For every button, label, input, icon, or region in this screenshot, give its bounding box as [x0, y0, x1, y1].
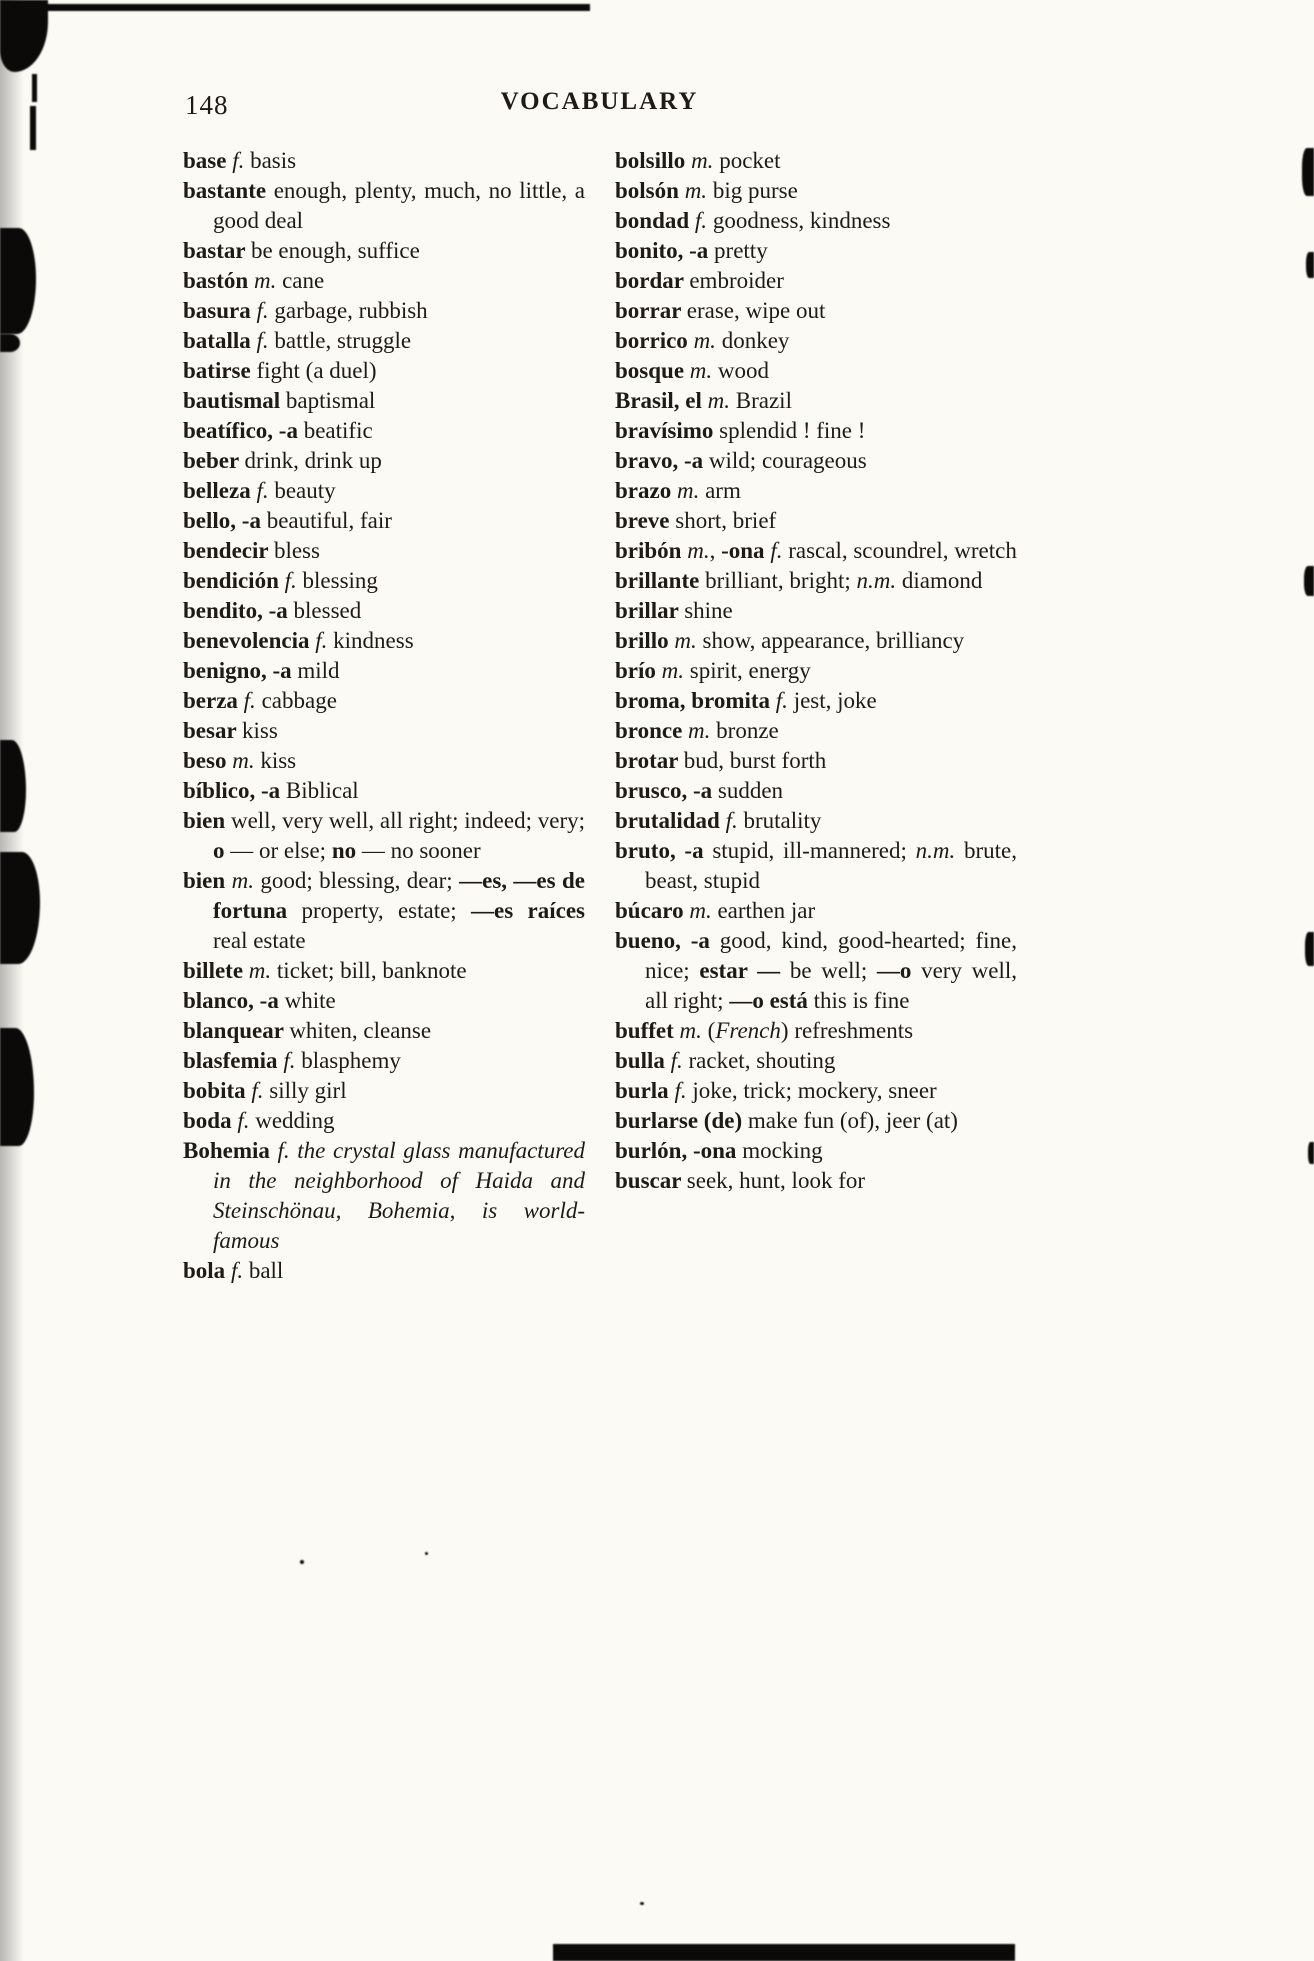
- dictionary-entry: brillante brilliant, bright; n.m. diamond: [615, 568, 983, 593]
- dictionary-entry: bendecir bless: [183, 538, 320, 563]
- right-column: [615, 146, 1017, 1286]
- dictionary-entry: Brasil, el m. Brazil: [615, 388, 792, 413]
- dictionary-entry: boda f. wedding: [183, 1108, 335, 1133]
- dictionary-entry: bolsón m. big purse: [615, 178, 798, 203]
- dictionary-entry: bolsillo m. pocket: [615, 148, 781, 173]
- dictionary-entry: búcaro m. earthen jar: [615, 898, 816, 923]
- dictionary-entry: billete m. ticket; bill, banknote: [183, 958, 467, 983]
- dictionary-entry: berza f. cabbage: [183, 688, 337, 713]
- scan-artifact-speck-3: [640, 1902, 644, 1905]
- dictionary-entry: blasfemia f. blasphemy: [183, 1048, 401, 1073]
- page-number: 148: [185, 90, 229, 120]
- scan-artifact-right-tick-2: [1306, 252, 1314, 278]
- dictionary-entry: bulla f. racket, shouting: [615, 1048, 836, 1073]
- dictionary-entry: bien m. good; blessing, dear; —es, —es de fortuna property, estate; —es raíces real estate: [183, 868, 585, 953]
- dictionary-entry: bastar be enough, suffice: [183, 238, 420, 263]
- dictionary-entry: brillo m. show, appearance, brilliancy: [615, 628, 965, 653]
- scan-artifact-left-blob-1b: [0, 334, 20, 352]
- scan-artifact-corner-blob: [0, 0, 48, 72]
- dictionary-entry: bien well, very well, all right; indeed; very; o — or else; no — no sooner: [183, 808, 585, 863]
- dictionary-entry: bribón m., -ona f. rascal, scoundrel, wretch: [615, 538, 1017, 563]
- scan-artifact-left-blob-2: [0, 740, 26, 832]
- dictionary-entry: bastante enough, plenty, much, no little, a good deal: [183, 178, 586, 233]
- dictionary-entry: basura f. garbage, rubbish: [183, 298, 428, 323]
- scan-artifact-speck-1: [300, 1560, 304, 1564]
- dictionary-entry: Bohemia f. the crystal glass manufactured in the neighborhood of Haida and Steinschönau, Bohemia, is world-famous: [183, 1138, 585, 1253]
- scan-artifact-speck-2: [425, 1552, 428, 1555]
- dictionary-entry: bastón m. cane: [183, 268, 325, 293]
- scan-artifact-top-rule: [28, 4, 590, 11]
- scan-artifact-bottom-bar: [553, 1944, 1015, 1961]
- scan-artifact-left-blob-3: [0, 852, 40, 964]
- dictionary-entry: belleza f. beauty: [183, 478, 336, 503]
- dictionary-entry: beatífico, -a beatific: [183, 418, 373, 443]
- scan-artifact-right-tick-1: [1302, 148, 1314, 196]
- dictionary-entry: batirse fight (a duel): [183, 358, 377, 383]
- scan-artifact-right-tick-4: [1305, 932, 1314, 966]
- dictionary-entry: bendición f. blessing: [183, 568, 378, 593]
- page-header: [183, 88, 1016, 128]
- scan-artifact-left-tick-1: [32, 74, 37, 102]
- dictionary-entry: bondad f. goodness, kindness: [615, 208, 891, 233]
- scan-artifact-left-tick-2: [30, 106, 36, 150]
- dictionary-entry: burlarse (de) make fun (of), jeer (at): [615, 1108, 958, 1133]
- dictionary-entry: brutalidad f. brutality: [615, 808, 822, 833]
- dictionary-entry: brazo m. arm: [615, 478, 741, 503]
- dictionary-entry: beber drink, drink up: [183, 448, 382, 473]
- dictionary-entry: bautismal baptismal: [183, 388, 376, 413]
- dictionary-entry: bíblico, -a Biblical: [183, 778, 359, 803]
- scan-artifact-left-blob-1: [0, 228, 36, 334]
- dictionary-entry: benigno, -a mild: [183, 658, 340, 683]
- dictionary-entry: bruto, -a stupid, ill-mannered; n.m. brute, beast, stupid: [615, 838, 1017, 893]
- left-column: [183, 146, 585, 1286]
- dictionary-entry: bravo, -a wild; courageous: [615, 448, 867, 473]
- dictionary-entry: bello, -a beautiful, fair: [183, 508, 392, 533]
- dictionary-entry: base f. basis: [183, 148, 297, 173]
- scan-artifact-right-tick-5: [1308, 1142, 1314, 1164]
- dictionary-entry: brío m. spirit, energy: [615, 658, 811, 683]
- dictionary-entry: blanquear whiten, cleanse: [183, 1018, 432, 1043]
- dictionary-entry: borrico m. donkey: [615, 328, 790, 353]
- dictionary-entry: buffet m. (French) refreshments: [615, 1018, 914, 1043]
- dictionary-entry: bendito, -a blessed: [183, 598, 362, 623]
- dictionary-entry: burlón, -ona mocking: [615, 1138, 823, 1163]
- dictionary-entry: bordar embroider: [615, 268, 784, 293]
- dictionary-entry: buscar seek, hunt, look for: [615, 1168, 866, 1193]
- dictionary-entry: bronce m. bronze: [615, 718, 779, 743]
- dictionary-entry: breve short, brief: [615, 508, 777, 533]
- dictionary-entry: bobita f. silly girl: [183, 1078, 347, 1103]
- dictionary-columns: [183, 146, 1017, 1286]
- dictionary-entry: beso m. kiss: [183, 748, 297, 773]
- dictionary-entry: bosque m. wood: [615, 358, 770, 383]
- dictionary-entry: bueno, -a good, kind, good-hearted; fine, nice; estar — be well; —o very well, all right; —o está this is fine: [615, 928, 1017, 1013]
- dictionary-entry: bravísimo splendid ! fine !: [615, 418, 866, 443]
- dictionary-entry: borrar erase, wipe out: [615, 298, 826, 323]
- page-title: VOCABULARY: [500, 88, 699, 115]
- dictionary-entry: brotar bud, burst forth: [615, 748, 827, 773]
- dictionary-entry: broma, bromita f. jest, joke: [615, 688, 877, 713]
- dictionary-entry: blanco, -a white: [183, 988, 336, 1013]
- scan-artifact-right-tick-3: [1304, 566, 1314, 596]
- scan-artifact-left-blob-4: [0, 1028, 34, 1146]
- dictionary-entry: bola f. ball: [183, 1258, 284, 1283]
- dictionary-entry: brillar shine: [615, 598, 733, 623]
- dictionary-entry: brusco, -a sudden: [615, 778, 784, 803]
- dictionary-entry: besar kiss: [183, 718, 278, 743]
- dictionary-entry: burla f. joke, trick; mockery, sneer: [615, 1078, 937, 1103]
- dictionary-entry: bonito, -a pretty: [615, 238, 768, 263]
- dictionary-entry: benevolencia f. kindness: [183, 628, 414, 653]
- dictionary-entry: batalla f. battle, struggle: [183, 328, 412, 353]
